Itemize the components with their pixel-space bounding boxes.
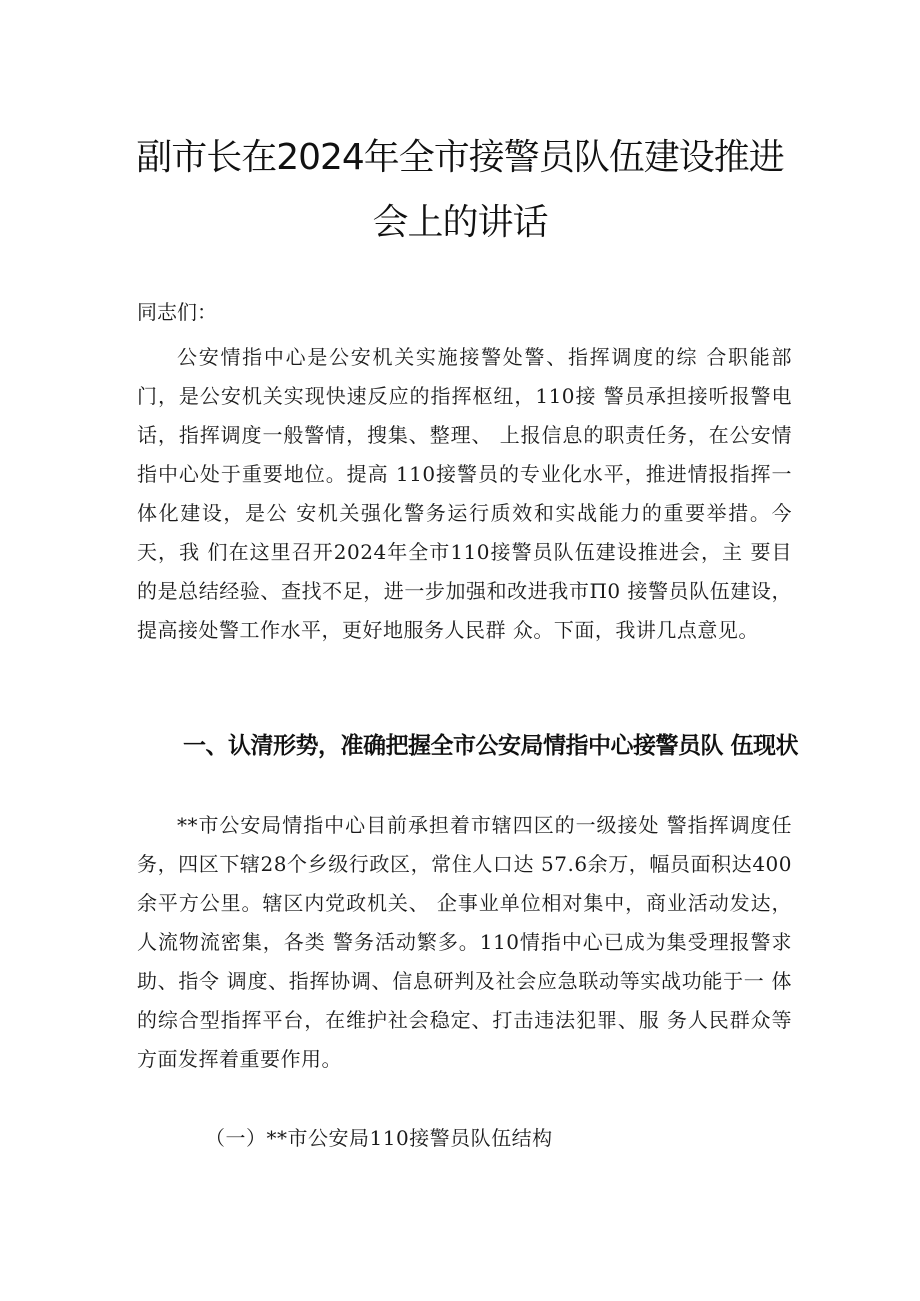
subsection-heading-1: （一）**市公安局110接警员队伍结构 [205,1126,553,1150]
section-1-paragraph: **市公安局情指中心目前承担着市辖四区的一级接处 警指挥调度任务，四区下辖28个乡级行政区，常住人口达 57.6余万，幅员面积达400余平方公里。辖区内党政机关、 企事业单位相对集中，商业活动发达，人流物流密集，各类 警务活动繁多。110情指中心已成为集受理报警求助、指令 调度、指挥协调、信息研判及社会应急联动等实战功能于一 体的综合型指挥平台，在维护社会稳定、打击违法犯罪、服 务人民群众等方面发挥着重要作用。 [137,813,792,1071]
document-title-line-1: 副市长在2024年全市接警员队伍建设推进 [136,137,784,178]
document-title-line-2: 会上的讲话 [372,202,548,243]
intro-paragraph: 公安情指中心是公安机关实施接警处警、指挥调度的综 合职能部门，是公安机关实现快速反应的指挥枢纽，110接 警员承担接听报警电话，指挥调度一般警情，搜集、整理、 上报信息的职责任务，在公安情指中心处于重要地位。提高 110接警员的专业化水平，推进情报指挥一体化建设，是公 安机关强化警务运行质效和实战能力的重要举措。今天，我 们在这里召开2024年全市110接警员队伍建设推进会，主 要目的是总结经验、查找不足，进一步加强和改进我市Π0 接警员队伍建设，提高接处警工作水平，更好地服务人民群 众。下面，我讲几点意见。 [137,345,792,642]
section-heading-1: 一、认清形势，准确把握全市公安局情指中心接警员队 伍现状 [183,733,799,759]
salutation: 同志们： [137,300,217,324]
